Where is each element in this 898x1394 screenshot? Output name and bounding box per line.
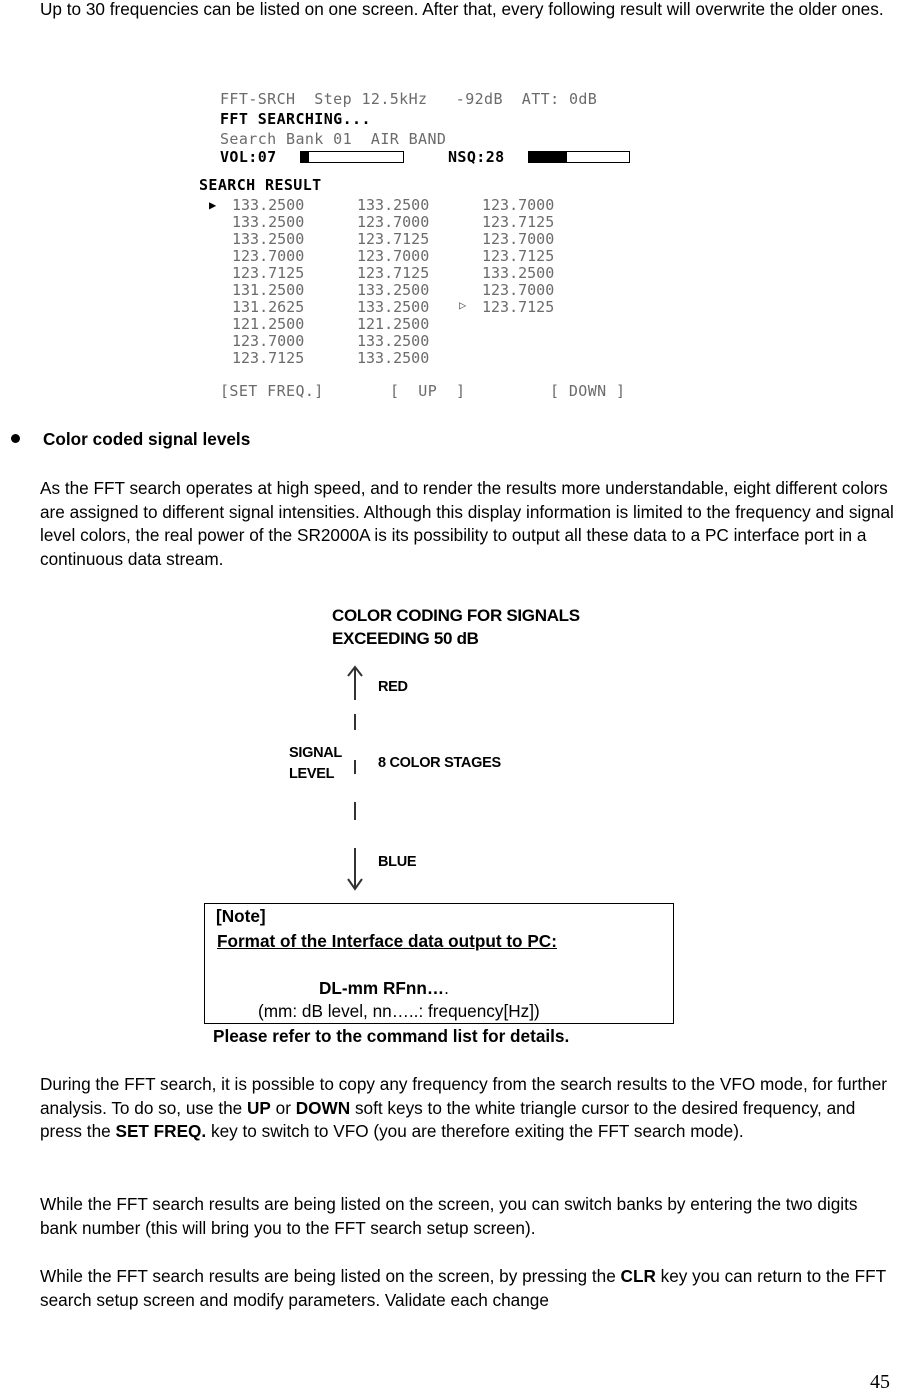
blue-label: BLUE — [378, 854, 417, 870]
color-coding-title-1: COLOR CODING FOR SIGNALS — [332, 606, 580, 625]
lcd-status-line: FFT-SRCH Step 12.5kHz -92dB ATT: 0dB — [220, 90, 598, 108]
lcd-vol-label: VOL:07 — [220, 148, 277, 166]
lcd-nsq-fill — [529, 152, 567, 162]
note-label: [Note] — [216, 906, 266, 926]
note-legend: (mm: dB level, nn…..: frequency[Hz]) — [258, 1001, 540, 1021]
lcd-vol-bar — [300, 151, 404, 163]
lcd-result-title: SEARCH RESULT — [199, 176, 322, 194]
result-frequency: 133.2500 — [357, 281, 430, 299]
white-triangle-cursor-icon: ▷ — [459, 298, 467, 312]
clr-key-paragraph: While the FFT search results are being listed on the screen, by pressing the CLR key you can return to the FFT search setup screen and modify parameters. Validate each change — [40, 1266, 886, 1310]
result-frequency: 123.7000 — [482, 230, 555, 248]
color-coding-title-2: EXCEEDING 50 dB — [332, 629, 479, 648]
color-levels-paragraph: As the FFT search operates at high speed, and to render the results more understandable, eight different colors are assigned to different signal intensities. Although this display information is limited to the frequency and signal level colors, the real power of the SR2000A is its possibility to output all these data to a PC interface port in a continuous data stream. — [40, 478, 894, 569]
up-softkey: [ UP ] — [390, 382, 466, 400]
copy-frequency-paragraph: During the FFT search, it is possible to copy any frequency from the search results to the VFO mode, for further analysis. To do so, use the UP or DOWN soft keys to the white triangle cursor to the desired frequency, and press the SET FREQ. key to switch to VFO (you are therefore exiting the FFT search mode). — [40, 1074, 888, 1141]
signal-label-1: SIGNAL — [289, 745, 342, 761]
signal-label-2: LEVEL — [289, 766, 335, 782]
bullet-icon — [11, 434, 20, 443]
result-frequency: 133.2500 — [232, 196, 305, 214]
color-stages-label: 8 COLOR STAGES — [378, 755, 501, 771]
note-format: DL-mm RFnn…. — [319, 978, 449, 998]
result-frequency: 133.2500 — [232, 230, 305, 248]
result-frequency: 123.7000 — [482, 281, 555, 299]
result-frequency: 131.2625 — [232, 298, 305, 316]
fft-search-screen — [198, 68, 700, 404]
intro-text: Up to 30 frequencies can be listed on one screen. After that, every following result will overwrite the older ones. — [40, 0, 884, 19]
lcd-vol-fill — [301, 152, 309, 162]
result-frequency: 133.2500 — [357, 349, 430, 367]
result-frequency: 133.2500 — [357, 332, 430, 350]
lcd-bank-line: Search Bank 01 AIR BAND — [220, 130, 447, 148]
note-heading: Format of the Interface data output to PC: — [217, 931, 557, 951]
result-frequency: 133.2500 — [357, 298, 430, 316]
result-frequency: 123.7125 — [232, 264, 305, 282]
refer-text: Please refer to the command list for details. — [213, 1026, 570, 1046]
result-frequency: 123.7000 — [232, 247, 305, 265]
result-frequency: 123.7125 — [357, 230, 430, 248]
lcd-nsq-bar — [528, 151, 630, 163]
result-frequency: 123.7125 — [232, 349, 305, 367]
result-frequency: 121.2500 — [357, 315, 430, 333]
result-frequency: 123.7000 — [357, 247, 430, 265]
section-heading: Color coded signal levels — [43, 429, 251, 449]
switch-banks-paragraph: While the FFT search results are being listed on the screen, you can switch banks by entering the two digits bank number (this will bring you to the FFT search setup screen). — [40, 1194, 858, 1238]
result-frequency: 123.7000 — [357, 213, 430, 231]
red-label: RED — [378, 679, 408, 695]
lcd-nsq-label: NSQ:28 — [448, 148, 505, 166]
result-frequency: 123.7125 — [482, 298, 555, 316]
result-frequency: 131.2500 — [232, 281, 305, 299]
down-softkey: [ DOWN ] — [550, 382, 626, 400]
lcd-searching-line: FFT SEARCHING... — [220, 110, 371, 128]
signal-axis-arrows — [343, 664, 367, 894]
set-freq-softkey: [SET FREQ.] — [220, 382, 324, 400]
result-frequency: 123.7000 — [482, 196, 555, 214]
page-number: 45 — [870, 1371, 890, 1393]
result-frequency: 123.7000 — [232, 332, 305, 350]
cursor-triangle-icon: ▶ — [209, 198, 217, 212]
note-box — [204, 903, 674, 1024]
result-frequency: 123.7125 — [357, 264, 430, 282]
result-frequency: 123.7125 — [482, 213, 555, 231]
result-frequency: 133.2500 — [482, 264, 555, 282]
result-frequency: 133.2500 — [357, 196, 430, 214]
result-frequency: 121.2500 — [232, 315, 305, 333]
result-frequency: 133.2500 — [232, 213, 305, 231]
result-frequency: 123.7125 — [482, 247, 555, 265]
